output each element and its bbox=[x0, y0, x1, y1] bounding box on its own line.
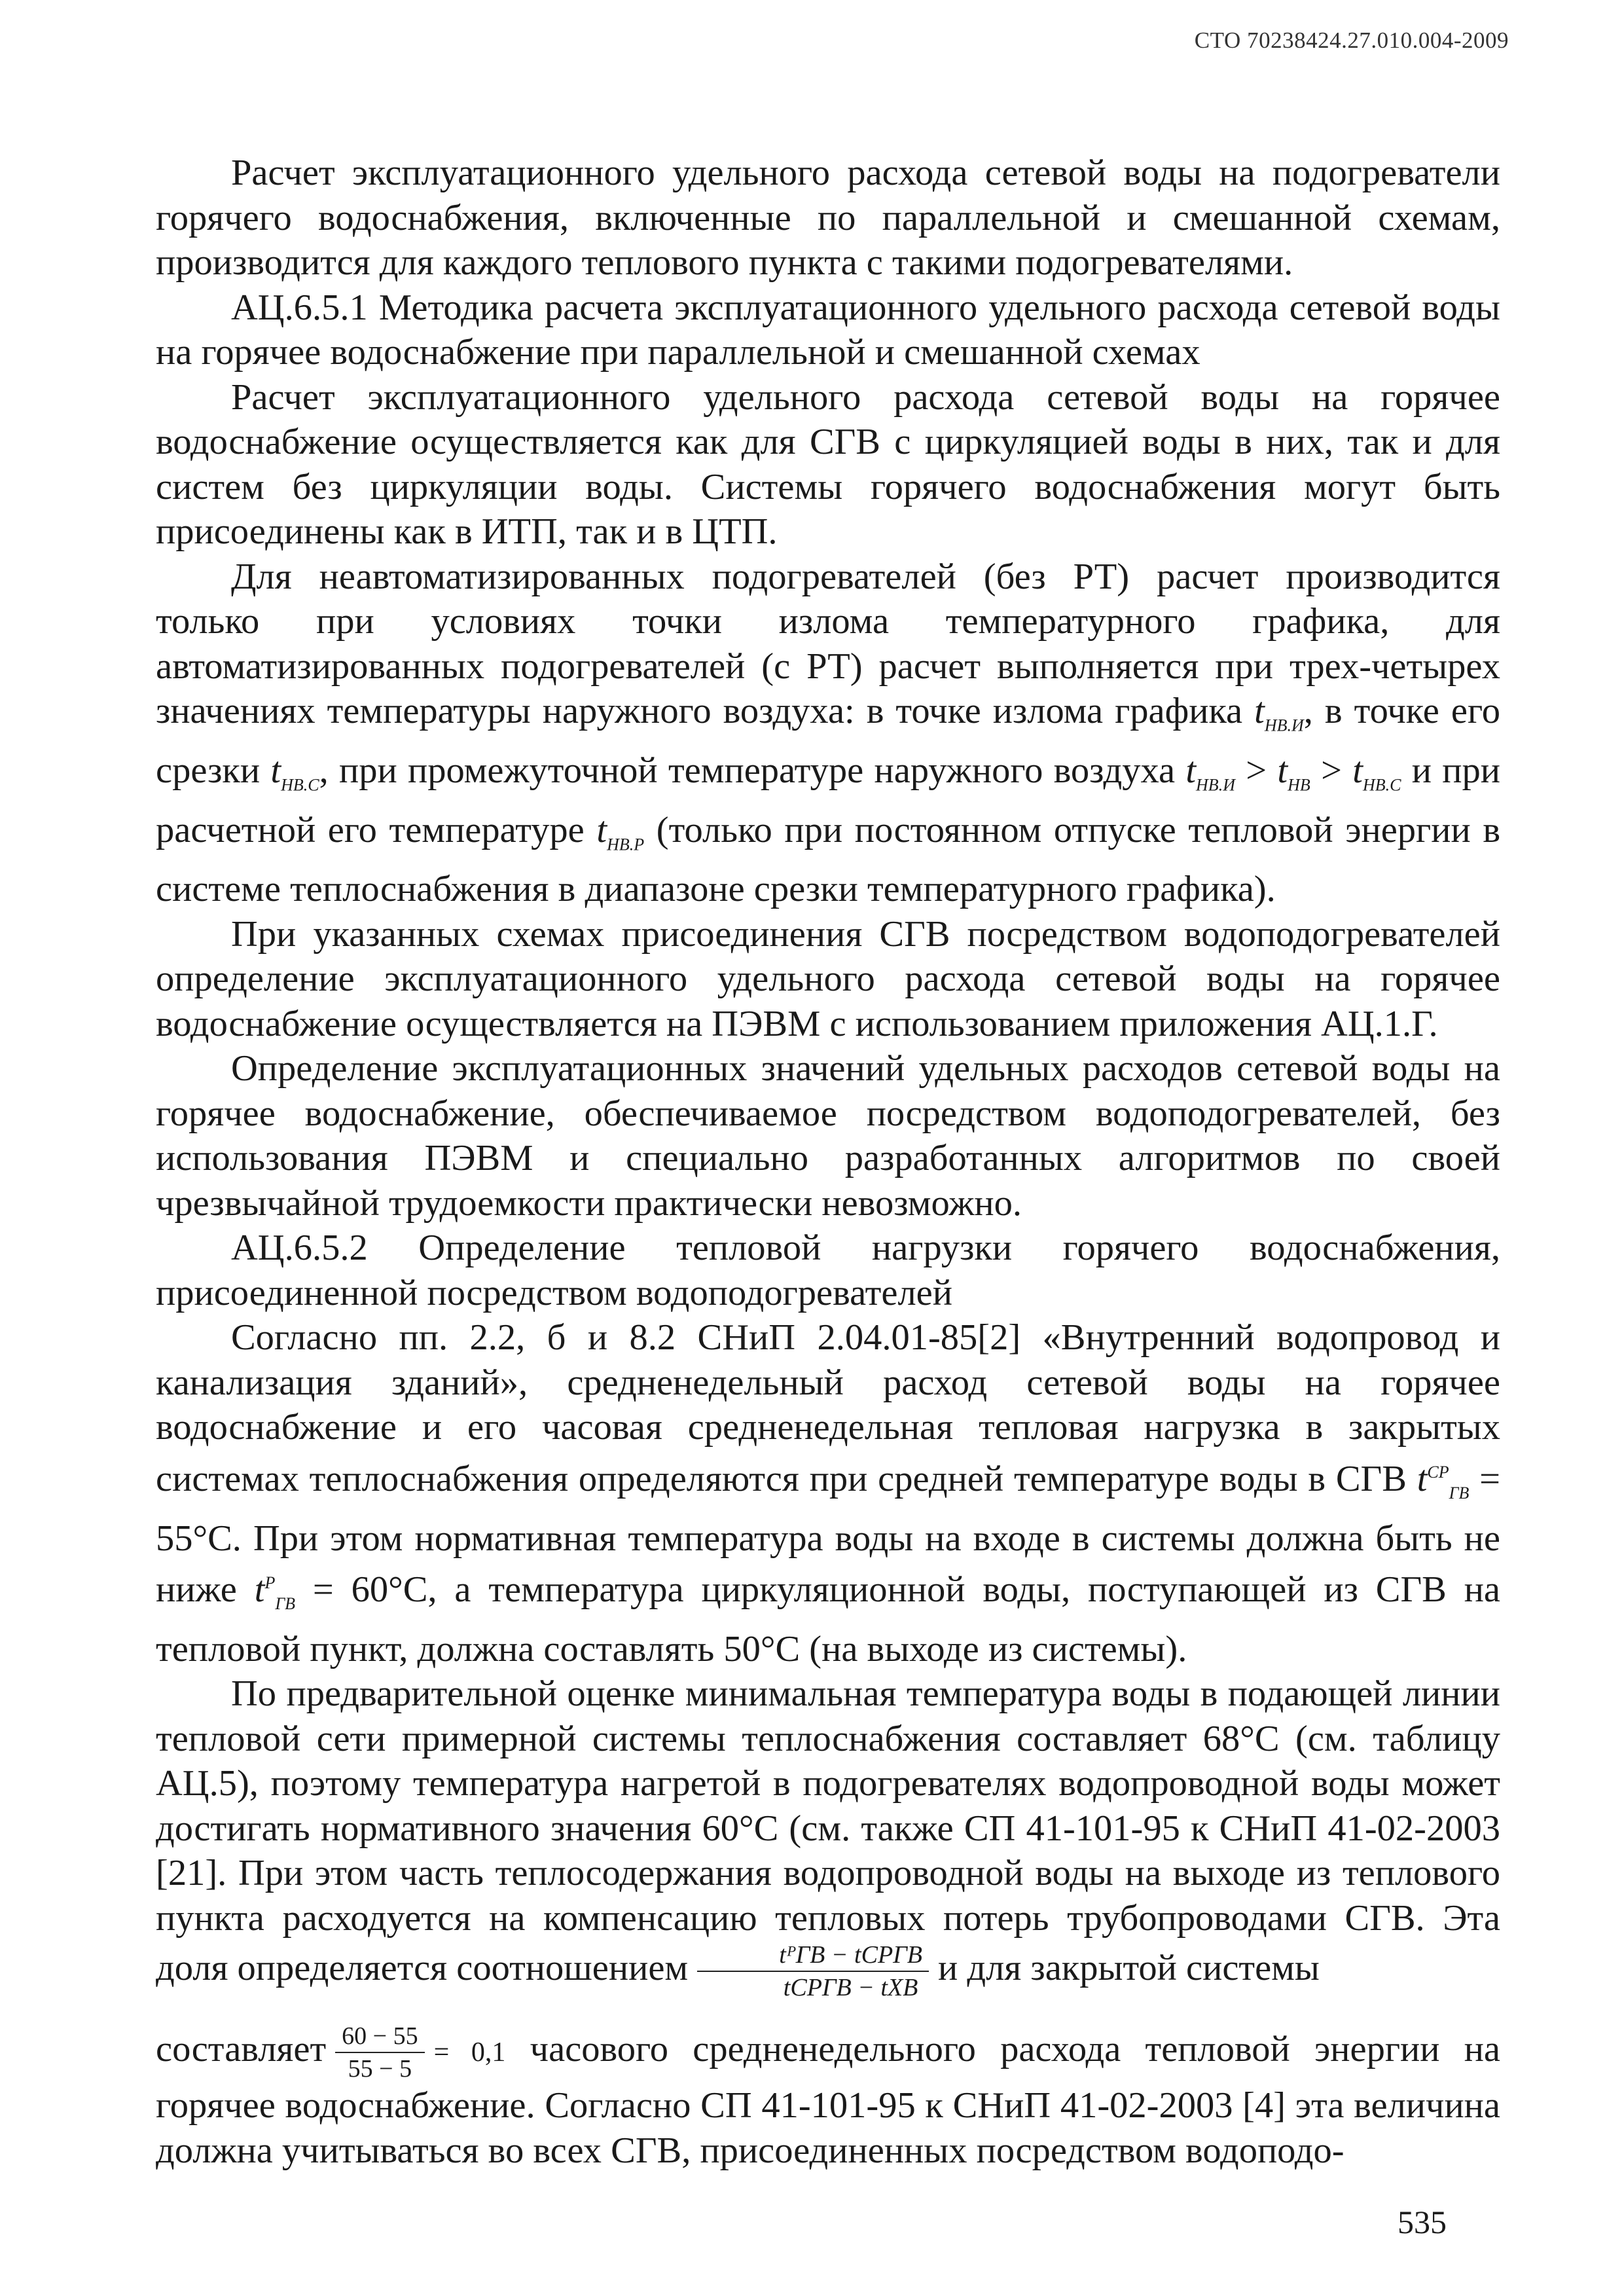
page-number: 535 bbox=[1398, 2204, 1447, 2240]
document-code-header: СТО 70238424.27.010.004-2009 bbox=[1194, 27, 1509, 53]
section-heading-2: АЦ.6.5.2 Определение тепловой нагрузки горячего водоснабжения, присоединенной посредством водоподогревателей bbox=[156, 1228, 1500, 1313]
paragraph-1: Расчет эксплуатационного удельного расхода сетевой воды на подогреватели горячего водоснабжения, включенные по параллельной и смешанной схемам, производится для каждого теплового пункта с такими подогревателями. bbox=[156, 153, 1500, 283]
paragraph-3: Для неавтоматизированных подогревателей (без РТ) расчет производится только при условиях точки излома температурного графика, для автоматизированных подогревателей (с РТ) расчет выполняется при трех-четырех значениях температуры наружного воздуха: в точке излома графика $t_{НВ.И}$, в точке его срезки $t_{НВ.С}$, при промежуточной температуре наружного воздуха $t_{НВ.И} > t_{НВ} > t_{НВ.С}$ и при расчетной его температуре $t_{НВ.Р}$ (только при постоянном отпуске тепловой энергии в системе теплоснабжения в диапазоне срезки температурного графика). bbox=[156, 556, 1500, 910]
ratio-value-formula: $\frac{60 - 55}{55 - 5}$ bbox=[335, 2022, 424, 2083]
section-heading-1: АЦ.6.5.1 Методика расчета эксплуатационного удельного расхода сетевой воды на горячее водоснабжение при параллельной и смешанной схемах bbox=[156, 287, 1500, 373]
paragraph-5: Определение эксплуатационных значений удельных расходов сетевой воды на горячее водоснабжение, обеспечиваемое посредством водоподогревателей, без использования ПЭВМ и специально разработанных алгоритмов по своей чрезвычайной трудоемкости практически невозможно. bbox=[156, 1048, 1500, 1224]
ratio-formula: $\frac{\text{tᴾГВ − tСРГВ}}{\text{tСРГВ − tХВ}}$ bbox=[697, 1941, 929, 2002]
paragraph-7: По предварительной оценке минимальная температура воды в подающей линии тепловой сети примерной системы теплоснабжения составляет 68°С (см. таблицу АЦ.5), поэтому температура нагретой в подогревателях водопроводной воды может достигать нормативного значения 60°С (см. также СП 41-101-95 к СНиП 41-02-2003 [21]. При этом часть теплосодержания водопроводной воды на выходе из теплового пункта расходуется на компенсацию тепловых потерь трубопроводами СГВ. Эта доля определяется соотношением $\frac{\text{tᴾГВ − tСРГВ}}{\text{tСРГВ − tХВ}}$ и для закрытой системы bbox=[156, 1673, 1500, 2002]
page-body bbox=[156, 151, 1500, 2173]
paragraph-6: Согласно пп. 2.2, б и 8.2 СНиП 2.04.01-85[2] «Внутренний водопровод и канализация зданий», средненедельный расход сетевой воды на горячее водоснабжение и его часовая средненедельная тепловая нагрузка в закрытых системах теплоснабжения определяются при средней температуре воды в СГВ $t^{СР}_{ГВ} = 55^\circ С$. При этом нормативная температура воды на входе в системы должна быть не ниже $t^Р_{ГВ} = 60^\circ С$, а температура циркуляционной воды, поступающей из СГВ на тепловой пункт, должна составлять 50°С (на выходе из системы). bbox=[156, 1317, 1501, 1669]
paragraph-8: составляет $\frac{60 - 55}{55 - 5}$ = 0,1 часового средненедельного расхода тепловой энергии на горячее водоснабжение. Согласно СП 41-101-95 к СНиП 41-02-2003 [4] эта величина должна учитываться во всех СГВ, присоединенных посредством водоподо- bbox=[156, 2022, 1501, 2171]
paragraph-2: Расчет эксплуатационного удельного расхода сетевой воды на горячее водоснабжение осуществляется как для СГВ с циркуляцией воды в них, так и для систем без циркуляции воды. Системы горячего водоснабжения могут быть присоединены как в ИТП, так и в ЦТП. bbox=[156, 376, 1500, 552]
paragraph-4: При указанных схемах присоединения СГВ посредством водоподогревателей определение эксплуатационного удельного расхода сетевой воды на горячее водоснабжение осуществляется на ПЭВМ с использованием приложения АЦ.1.Г. bbox=[156, 913, 1500, 1044]
